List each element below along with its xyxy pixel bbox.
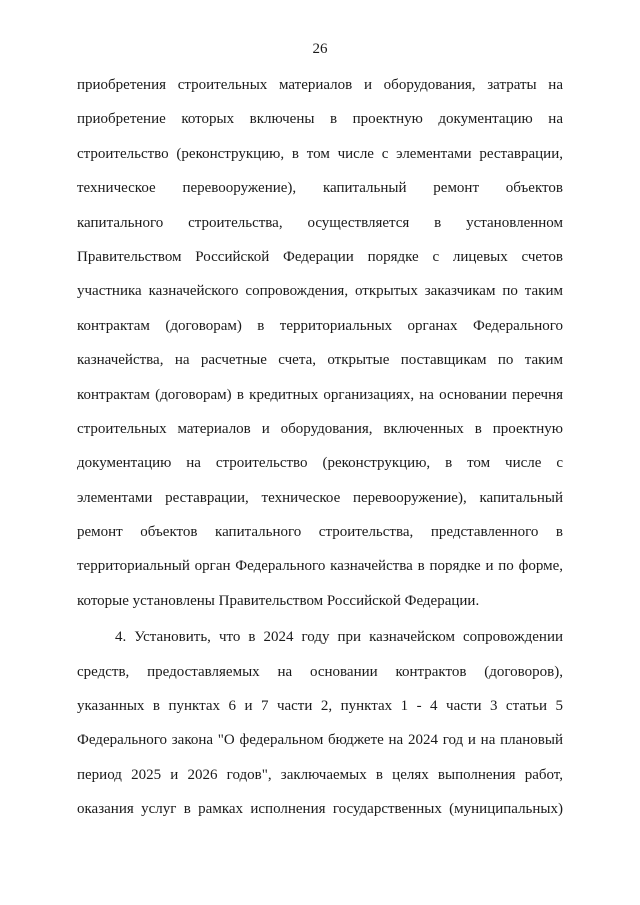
text-line: Федерального закона "О федеральном бюджете на 2024 год и на плановый — [77, 732, 563, 749]
text-line: средств, предоставляемых на основании контрактов (договоров), — [77, 663, 563, 680]
text-line: которые установлены Правительством Российской Федерации. — [77, 592, 480, 609]
text-line: оказания услуг в рамках исполнения государственных (муниципальных) — [77, 801, 563, 818]
text-line: капитального строительства, осуществляется в установленном — [77, 214, 563, 231]
text-line: элементами реставрации, техническое перевооружение), капитальный — [77, 489, 563, 506]
document-body — [77, 75, 563, 834]
text-line: территориальный орган Федерального казначейства в порядке и по форме, — [77, 558, 563, 575]
page-number: 26 — [312, 41, 328, 57]
text-line: строительство (реконструкцию, в том числе с элементами реставрации, — [77, 145, 563, 162]
text-line: приобретение которых включены в проектную документацию на — [77, 111, 563, 128]
text-line: период 2025 и 2026 годов", заключаемых в целях выполнения работ, — [77, 766, 563, 783]
text-line: ремонт объектов капитального строительства, представленного в — [77, 524, 563, 541]
text-line: казначейства, на расчетные счета, открытые поставщикам по таким — [77, 352, 563, 369]
text-line: приобретения строительных материалов и оборудования, затраты на — [77, 77, 563, 93]
text-line: контрактам (договорам) в территориальных органах Федерального — [77, 317, 563, 334]
text-line: указанных в пунктах 6 и 7 части 2, пунктах 1 - 4 части 3 статьи 5 — [77, 698, 563, 715]
text-line: 4. Установить, что в 2024 году при казначейском сопровождении — [115, 629, 563, 646]
text-line: контрактам (договорам) в кредитных организациях, на основании перечня — [77, 386, 563, 403]
text-line: Правительством Российской Федерации порядке с лицевых счетов — [77, 248, 563, 265]
text-line: документацию на строительство (реконструкцию, в том числе с — [77, 455, 563, 472]
text-line: строительных материалов и оборудования, включенных в проектную — [77, 420, 563, 437]
text-line: техническое перевооружение), капитальный ремонт объектов — [77, 180, 563, 197]
text-line: участника казначейского сопровождения, открытых заказчикам по таким — [77, 283, 563, 300]
